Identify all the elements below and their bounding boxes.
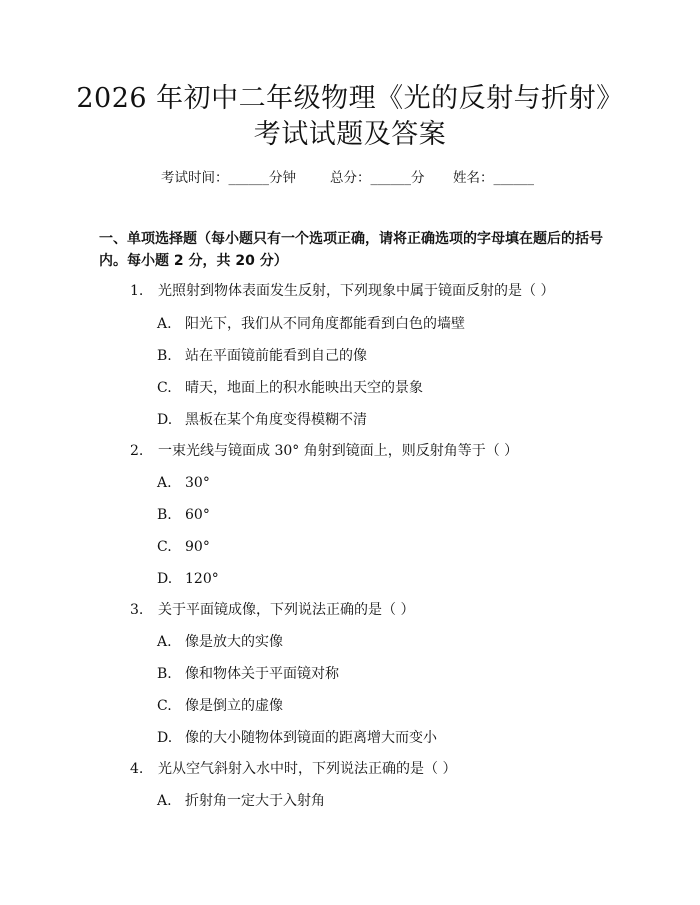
question-number: 1. (130, 283, 144, 299)
option-label: A. (157, 793, 172, 809)
question-text: 光从空气斜射入水中时，下列说法正确的是（ ） (158, 761, 457, 777)
exam-title-line-1: 2026 年初中二年级物理《光的反射与折射》 (76, 83, 624, 114)
option-text: 像的大小随物体到镜面的距离增大而变小 (185, 730, 437, 746)
option-text: 黑板在某个角度变得模糊不清 (185, 412, 367, 428)
option-text: 30° (185, 475, 210, 491)
option-text: 阳光下，我们从不同角度都能看到白色的墙壁 (185, 316, 465, 332)
option-text: 120° (185, 571, 219, 587)
option-label: B. (157, 507, 172, 523)
option-label: C. (157, 539, 172, 555)
option-label: A. (157, 475, 172, 491)
option-text: 90° (185, 539, 210, 555)
option-text: 站在平面镜前能看到自己的像 (185, 348, 367, 364)
question-number: 2. (130, 443, 144, 459)
option-label: D. (157, 730, 173, 746)
option-text: 像和物体关于平面镜对称 (185, 666, 339, 682)
option-text: 60° (185, 507, 210, 523)
option-label: A. (157, 316, 172, 332)
option-label: D. (157, 571, 173, 587)
question-text: 一束光线与镜面成 30° 角射到镜面上，则反射角等于（ ） (158, 443, 519, 459)
question-text: 光照射到物体表面发生反射，下列现象中属于镜面反射的是（ ） (158, 283, 555, 299)
option-text: 折射角一定大于入射角 (185, 793, 325, 809)
exam-title-line-2: 考试试题及答案 (253, 119, 447, 150)
option-label: A. (157, 634, 172, 650)
option-label: B. (157, 348, 172, 364)
exam-time-field: 考试时间：______分钟 (161, 170, 296, 186)
section-heading-single-choice: 一、单项选择题（每小题只有一个选项正确，请将正确选项的字母填在题后的括号内。每小题 2 分，共 20 分） (99, 231, 603, 269)
question-number: 3. (130, 602, 144, 618)
option-label: D. (157, 412, 173, 428)
total-score-field: 总分：______分 (330, 170, 425, 186)
question-number: 4. (130, 761, 144, 777)
option-text: 像是放大的实像 (185, 634, 283, 650)
option-text: 像是倒立的虚像 (185, 698, 283, 714)
student-name-field: 姓名：______ (453, 170, 534, 186)
option-label: B. (157, 666, 172, 682)
option-label: C. (157, 698, 172, 714)
option-label: C. (157, 380, 172, 396)
option-text: 晴天，地面上的积水能映出天空的景象 (185, 380, 423, 396)
question-text: 关于平面镜成像，下列说法正确的是（ ） (158, 602, 415, 618)
